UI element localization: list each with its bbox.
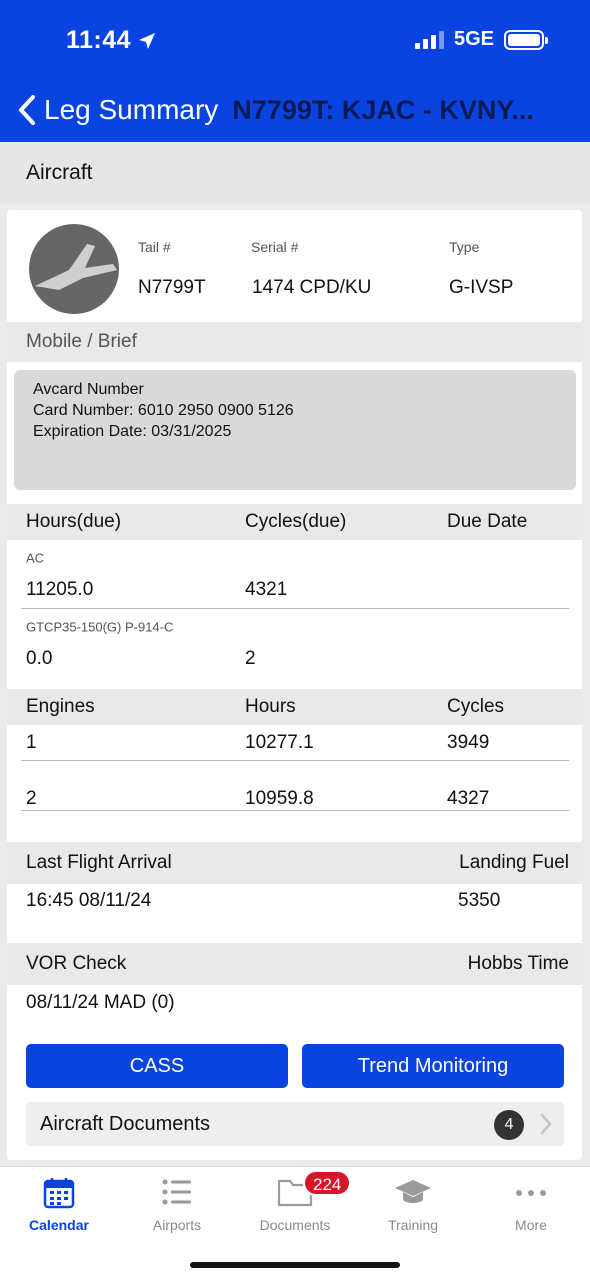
engine-cycles-header: Cycles	[447, 696, 505, 717]
vor-check-label: VOR Check	[26, 953, 127, 974]
vor-check-value: 08/11/24 MAD (0)	[26, 992, 175, 1013]
nav-row	[0, 86, 590, 134]
due-row-hours: 11205.0	[26, 579, 94, 600]
hours-due-header: Hours(due)	[26, 511, 122, 532]
home-indicator[interactable]	[190, 1262, 400, 1268]
section-title: Aircraft	[0, 142, 590, 204]
engine-cycles: 3949	[447, 731, 490, 753]
navigation-header	[0, 0, 590, 142]
due-row-name: GTCP35-150(G) P-914-C	[26, 619, 174, 635]
location-arrow-icon	[137, 31, 157, 51]
status-time-text: 11:44	[66, 26, 132, 54]
aircraft-avatar	[29, 224, 119, 314]
cycles-due-header: Cycles(due)	[245, 511, 347, 532]
list-icon	[161, 1177, 193, 1207]
tab-calendar[interactable]	[0, 1167, 118, 1247]
due-row-ac	[21, 540, 569, 609]
status-indicators	[415, 28, 544, 51]
last-flight-value: 16:45 08/11/24	[26, 890, 152, 911]
signal-icon	[415, 31, 444, 49]
graduation-cap-icon	[393, 1177, 433, 1207]
hobbs-time-label: Hobbs Time	[467, 953, 569, 974]
tab-airports-label: Airports	[152, 1217, 202, 1233]
back-button[interactable]	[0, 94, 218, 126]
calendar-icon	[43, 1177, 75, 1209]
tail-value: N7799T	[138, 277, 206, 298]
engine-hours-header: Hours	[245, 696, 296, 717]
status-time	[66, 26, 157, 55]
aircraft-card	[7, 210, 582, 1160]
landing-fuel-value: 5350	[458, 890, 501, 911]
tab-training-label: Training	[387, 1217, 439, 1233]
engine-number: 1	[26, 731, 37, 753]
engine-row	[21, 725, 569, 761]
due-row-cycles: 4321	[245, 579, 288, 600]
vor-header-row	[7, 943, 582, 985]
engines-header-row	[7, 689, 582, 725]
notes-line-2: Card Number: 6010 2950 0900 5126	[33, 402, 294, 419]
cass-button[interactable]: CASS	[26, 1044, 288, 1088]
notes-line-1: Avcard Number	[33, 381, 144, 398]
trend-monitoring-button[interactable]: Trend Monitoring	[302, 1044, 564, 1088]
airplane-icon	[29, 224, 119, 314]
network-label: 5GE	[453, 28, 494, 50]
engine-row	[21, 761, 569, 811]
due-date-header: Due Date	[447, 511, 528, 532]
engine-hours: 10959.8	[245, 788, 314, 809]
battery-icon	[504, 30, 544, 50]
engine-cycles: 4327	[447, 788, 490, 809]
documents-tab-badge: 224	[303, 1170, 351, 1196]
serial-value: 1474 CPD/KU	[252, 277, 372, 298]
mobile-brief-notes	[14, 370, 576, 490]
engine-number: 2	[26, 788, 37, 809]
type-label: Type	[449, 239, 480, 255]
type-value: G-IVSP	[449, 277, 514, 298]
back-label: Leg Summary	[44, 94, 219, 125]
chevron-left-icon	[18, 94, 36, 126]
tab-airports[interactable]	[118, 1167, 236, 1247]
serial-label: Serial #	[251, 239, 299, 255]
aircraft-documents-label: Aircraft Documents	[40, 1112, 211, 1135]
due-header-row	[7, 504, 582, 540]
tail-label: Tail #	[138, 239, 171, 255]
engines-header: Engines	[26, 696, 95, 717]
ellipsis-icon	[514, 1177, 548, 1207]
tab-documents-label: Documents	[259, 1217, 331, 1233]
last-flight-header-row	[7, 842, 582, 884]
landing-fuel-label: Landing Fuel	[459, 852, 569, 873]
engine-hours: 10277.1	[245, 731, 314, 753]
tab-calendar-label: Calendar	[29, 1217, 89, 1233]
due-row-hours: 0.0	[26, 648, 53, 669]
due-row-name: AC	[26, 550, 45, 566]
notes-line-3: Expiration Date: 03/31/2025	[33, 423, 232, 440]
chevron-right-icon	[540, 1113, 552, 1135]
last-flight-label: Last Flight Arrival	[26, 852, 172, 873]
tab-training[interactable]	[354, 1167, 472, 1247]
tab-more[interactable]	[472, 1167, 590, 1247]
due-row-cycles: 2	[245, 648, 256, 669]
documents-count-badge: 4	[494, 1110, 524, 1140]
aircraft-documents-row[interactable]	[26, 1102, 564, 1146]
nav-title: N7799T: KJAC - KVNY...	[232, 94, 534, 125]
mobile-brief-header: Mobile / Brief	[7, 322, 582, 362]
due-row-apu	[21, 609, 569, 678]
tab-more-label: More	[515, 1217, 547, 1233]
